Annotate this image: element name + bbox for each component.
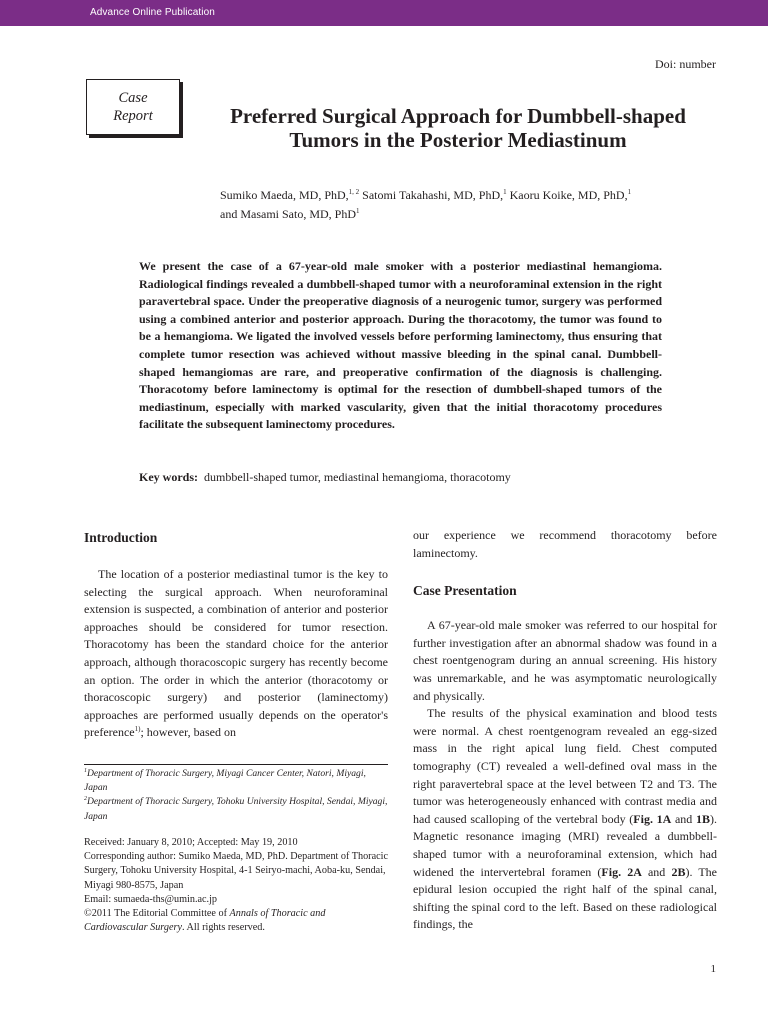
introduction-continued: our experience we recommend thoracotomy before laminectomy. <box>413 528 717 560</box>
footnote-divider <box>84 764 388 765</box>
article-type-box <box>86 79 180 135</box>
figure-ref-1b[interactable]: 1B <box>695 811 710 826</box>
introduction-paragraph: The location of a posterior mediastinal tumor is the key to selecting the surgical approach. When neuroforaminal extension is suspected, a combination of anterior and posterior approaches should be considered for tumor resection. Thoracotomy has been the standard choice for the anterior approach, although thoracoscopic surgery has recently become an option. The order in which the anterior (thoracotomy or thoracoscopic surgery) and posterior (laminectomy) approaches are performed usually depends on the operator's preference$^{1)}$; however, based on <box>84 567 388 740</box>
figure-ref-1a[interactable]: Fig. 1A <box>633 811 672 826</box>
corresponding-author: Corresponding author: Sumiko Maeda, MD, PhD. Department of Thoracic Surgery, Tohoku University Hospital, 4-1 Seiryo-machi, Aoba-ku, Sendai, Miyagi 980-8575, Japan <box>84 851 388 891</box>
received-dates: Received: January 8, 2010; Accepted: May 19, 2010 <box>84 837 298 848</box>
author-3-affiliation: 1 <box>627 188 632 196</box>
author-4-affiliation: 1 <box>356 207 360 215</box>
footnote-1: $^1$Department of Thoracic Surgery, Miyagi Cancer Center, Natori, Miyagi, Japan <box>84 768 366 794</box>
author-1-affiliation: 1, 2 <box>348 188 360 196</box>
keywords-text: dumbbell-shaped tumor, mediastinal hemangioma, thoracotomy <box>204 470 511 484</box>
author-4: and Masami Sato, MD, PhD <box>220 207 356 221</box>
copyright: ©2011 The Editorial Committee of Annals of Thoracic and Cardiovascular Surgery. All rights reserved. <box>84 908 326 934</box>
citation-ref: 1) <box>134 725 141 734</box>
email: Email: sumaeda-ths@umin.ac.jp <box>84 893 218 905</box>
left-column <box>84 529 388 742</box>
right-column <box>413 527 717 934</box>
journal-banner <box>0 0 768 26</box>
title-line2: Tumors in the Posterior Mediastinum <box>289 128 627 152</box>
banner-text: Advance Online Publication <box>90 7 215 18</box>
abstract: We present the case of a 67-year-old male smoker with a posterior mediastinal hemangioma. Radiological findings revealed a dumbbell-shaped tumor with a neuroforaminal extension in the right paravertebral space. Under the preoperative diagnosis of a neurogenic tumor, surgery was performed using a combined anterior and posterior approach. During the thoracotomy, the tumor was found to be a hemangioma. We ligated the involved vessels before performing laminectomy, thus ensuring that complete tumor resection was achieved without massive bleeding in the spinal canal. Dumbbell-shaped hemangiomas are rare, and preoperative confirmation of the diagnosis is challenging. Thoracotomy before laminectomy is optimal for the resection of dumbbell-shaped tumors of the mediastinum, especially with marked vascularity, given that the initial thoracotomy procedures facilitate the subsequent laminectomy procedures. <box>139 259 662 432</box>
footnote-2: $^2$Department of Thoracic Surgery, Tohoku University Hospital, Sendai, Miyagi, Japan <box>84 796 388 822</box>
keywords <box>139 470 699 485</box>
title-line1: Preferred Surgical Approach for Dumbbell-shaped <box>230 104 686 128</box>
article-type-line1: Case <box>118 90 148 106</box>
keywords-label: Key words: <box>139 470 198 484</box>
case-presentation-heading: Case Presentation <box>413 583 517 599</box>
case-paragraph-1: A 67-year-old male smoker was referred to our hospital for further investigation after an abnormal shadow was found in a chest roentgenogram during an annual screening. His history was unremarkable, and he was asymptomatic neurologically and physically. <box>413 618 717 703</box>
author-2-affiliation: 1 <box>503 188 507 196</box>
article-title <box>200 104 716 152</box>
correspondence-info <box>84 836 388 935</box>
affiliation-footnotes <box>84 767 388 824</box>
author-1: Sumiko Maeda, MD, PhD, <box>220 188 349 202</box>
author-3: Kaoru Koike, MD, PhD, <box>506 188 628 202</box>
introduction-heading: Introduction <box>84 530 158 545</box>
figure-ref-2a[interactable]: Fig. 2A <box>601 864 642 879</box>
case-paragraph-2: The results of the physical examination and blood tests were normal. A chest roentgenogram revealed an egg-sized mass in the right apical lung field. Chest computed tomography (CT) revealed a well-defined oval mass in the right paravertebral space at the level between T2 and T3. The tumor was heterogeneously enhanced with contrast media and had caused scalloping of the vertebral body (Fig. 1A and 1B). Magnetic resonance imaging (MRI) revealed a dumbbell-shaped tumor with a neuroforaminal extension, which had widened the intervertebral foramen (Fig. 2A and 2B). The epidural lesion occupied the right half of the spinal canal, shifting the spinal cord to the left. Based on these radiological findings, the <box>413 706 718 932</box>
author-list <box>220 186 700 224</box>
page-number: 1 <box>710 963 716 975</box>
author-2: Satomi Takahashi, MD, PhD, <box>359 188 504 202</box>
figure-ref-2b[interactable]: 2B <box>671 864 686 879</box>
article-type-line2: Report <box>113 108 153 124</box>
doi: Doi: number <box>655 57 716 71</box>
